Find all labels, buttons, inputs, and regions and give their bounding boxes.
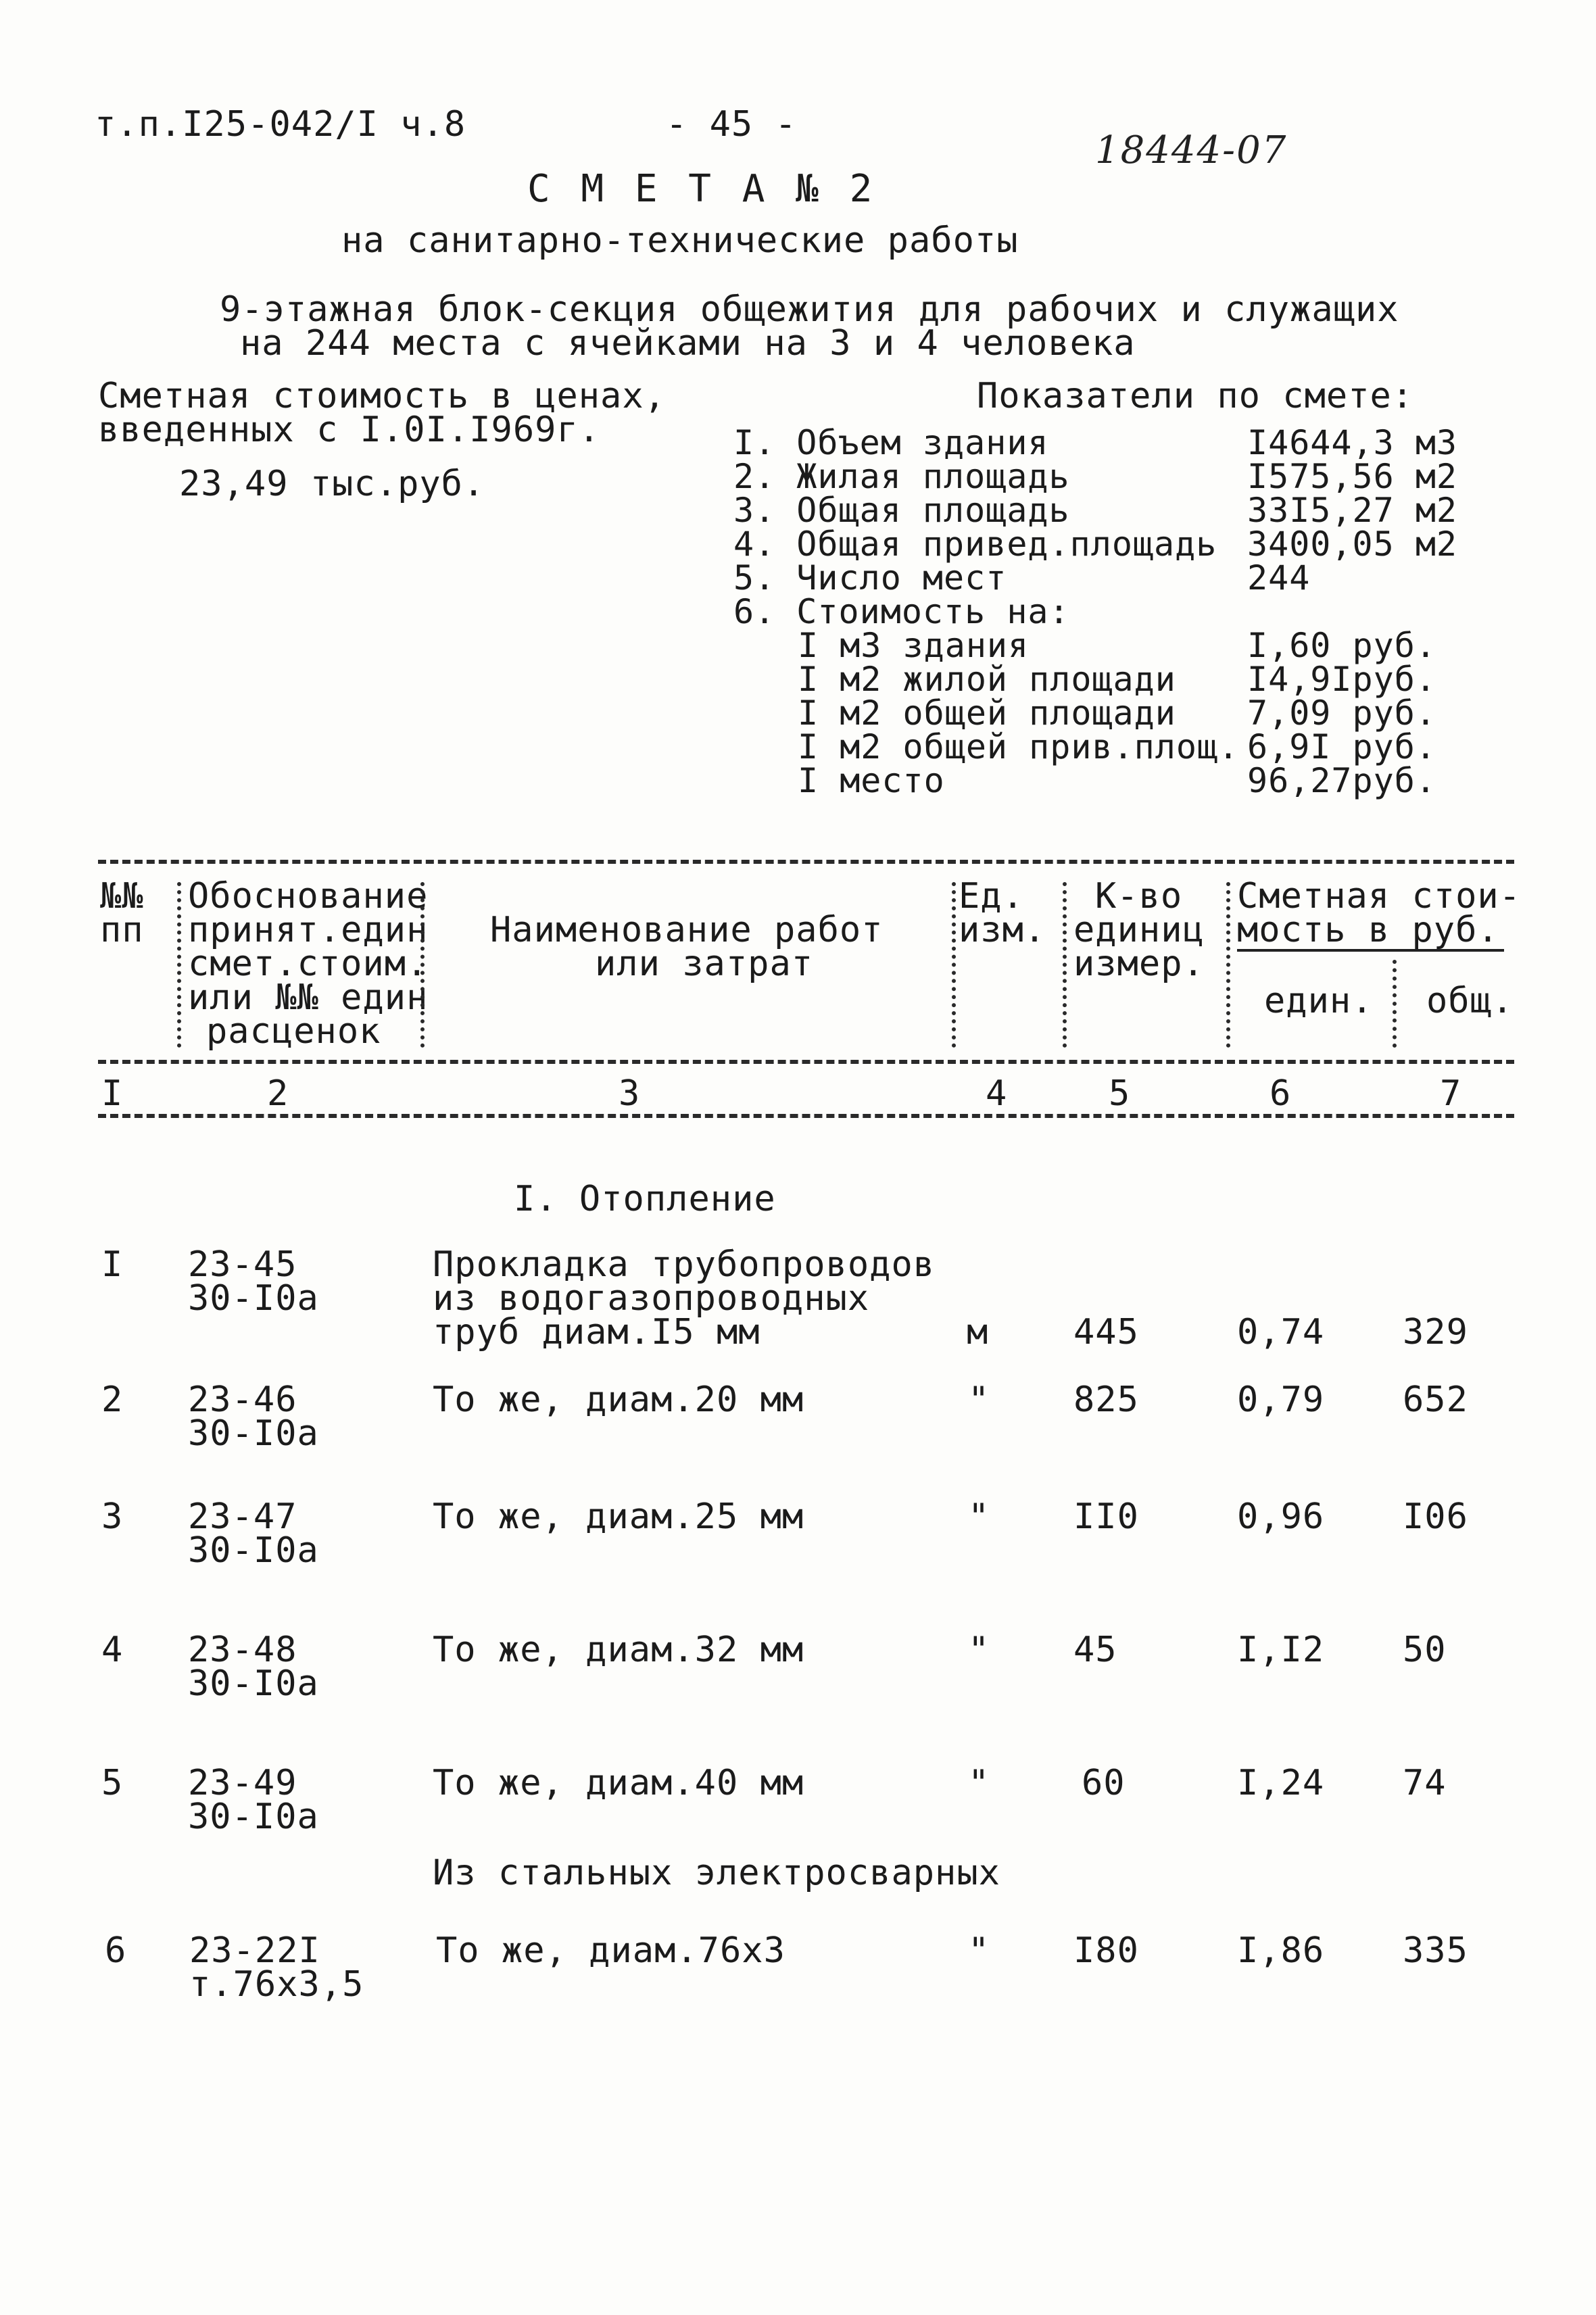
col5-header: К-во (1095, 876, 1183, 917)
row-code: 30-I0a (188, 1797, 319, 1837)
row-name: То же, диам.32 мм (433, 1630, 804, 1670)
row-name: То же, диам.76х3 (436, 1930, 785, 1971)
row-code: 23-22I (189, 1930, 320, 1971)
cost-value: 23,49 тыс.руб. (179, 464, 485, 504)
row-unit: м (967, 1312, 989, 1353)
row-qty: II0 (1073, 1496, 1139, 1537)
indicator-label: I место (798, 761, 945, 800)
row-price: I,I2 (1237, 1630, 1325, 1670)
row-price: I,86 (1237, 1930, 1325, 1971)
row-unit: " (968, 1930, 990, 1971)
header-bottom-rule (98, 1114, 1514, 1118)
col3-header: или затрат (595, 944, 814, 984)
col4-header: Ед. (959, 876, 1024, 917)
page-number: - 45 - (666, 104, 797, 145)
row-total: 335 (1403, 1930, 1468, 1971)
cost-label-line2: введенных с I.0I.I969г. (98, 410, 601, 450)
col3-header: Наименование работ (490, 910, 884, 950)
indicator-label: 2. Жилая площадь (733, 457, 1070, 496)
row-total: 50 (1403, 1630, 1447, 1670)
document-subtitle: на санитарно-технические работы (341, 220, 1019, 261)
indicator-label: I. Объем здания (733, 423, 1049, 462)
indicator-label: I м2 общей площади (798, 693, 1176, 733)
col1-header: пп (100, 910, 144, 950)
header-mid-rule (98, 1060, 1514, 1064)
col2-header: Обоснование (188, 876, 429, 917)
row-number: 4 (101, 1630, 124, 1670)
row-code: 23-46 (188, 1380, 297, 1420)
object-line-1: 9-этажная блок-секция общежития для рабочих и служащих (220, 289, 1399, 330)
indicator-label: 5. Число мест (733, 558, 1007, 598)
indicator-label: 4. Общая привед.площадь (733, 525, 1217, 564)
indicator-label: I м3 здания (798, 626, 1030, 665)
col-separator (177, 882, 181, 1048)
column-number: 2 (267, 1073, 289, 1114)
col5-header: единиц (1073, 910, 1205, 950)
indicators-heading: Показатели по смете: (977, 376, 1414, 416)
row-name: То же, диам.20 мм (433, 1380, 804, 1420)
handwritten-number: 18444-07 (1095, 128, 1288, 172)
row-number: I (101, 1244, 124, 1285)
cost-label-line1: Сметная стоимость в ценах, (98, 376, 666, 416)
column-number: 4 (986, 1073, 1008, 1114)
row-qty: 60 (1082, 1763, 1126, 1803)
row-number: 6 (105, 1930, 127, 1971)
row-price: 0,96 (1237, 1496, 1325, 1537)
column-number: 6 (1269, 1073, 1292, 1114)
row-code: т.76х3,5 (189, 1964, 364, 2005)
col1-header: №№ (100, 876, 144, 917)
col67-header: мость в руб. (1237, 910, 1499, 950)
col7-header: общ. (1426, 981, 1514, 1021)
col67-underline (1237, 949, 1504, 952)
col67-header: Сметная стои- (1237, 876, 1521, 917)
col-separator (952, 882, 956, 1048)
indicator-value: I,60 руб. (1247, 626, 1436, 665)
col-separator (1226, 882, 1230, 1048)
row-total: I06 (1403, 1496, 1468, 1537)
row-qty: I80 (1073, 1930, 1139, 1971)
col2-header: расценок (206, 1011, 381, 1052)
row-name: Прокладка трубопроводов (433, 1244, 936, 1285)
document-title: С М Е Т А № 2 (527, 167, 877, 211)
column-number: I (101, 1073, 124, 1114)
col2-header: смет.стоим. (188, 944, 429, 984)
row-code: 30-I0a (188, 1278, 319, 1319)
indicator-value: 244 (1247, 558, 1311, 598)
row-number: 3 (101, 1496, 124, 1537)
indicator-label: 3. Общая площадь (733, 491, 1070, 530)
col6-header: един. (1264, 981, 1374, 1021)
row-code: 23-49 (188, 1763, 297, 1803)
col2-header: или №№ един (188, 977, 429, 1018)
column-number: 3 (619, 1073, 641, 1114)
col-separator (1393, 960, 1397, 1048)
col-separator (1063, 882, 1067, 1048)
indicator-value: I4,9Iруб. (1247, 660, 1436, 699)
object-line-2: на 244 места с ячейками на 3 и 4 человека (240, 323, 1136, 364)
row-code: 23-48 (188, 1630, 297, 1670)
row-code: 23-45 (188, 1244, 297, 1285)
row-qty: 445 (1073, 1312, 1139, 1353)
row-number: 2 (101, 1380, 124, 1420)
document-code: т.п.I25-042/I ч.8 (95, 104, 466, 145)
row-unit: " (968, 1380, 990, 1420)
column-number: 5 (1109, 1073, 1131, 1114)
col5-header: измер. (1073, 944, 1205, 984)
row-total: 652 (1403, 1380, 1468, 1420)
indicator-value: 33I5,27 м2 (1247, 491, 1458, 530)
row-total: 329 (1403, 1312, 1468, 1353)
col-separator (420, 882, 425, 1048)
row-qty: 825 (1073, 1380, 1139, 1420)
indicator-label: I м2 общей прив.площ. (798, 727, 1240, 766)
header-top-rule (98, 860, 1514, 864)
row-total: 74 (1403, 1763, 1447, 1803)
indicator-value: I575,56 м2 (1247, 457, 1458, 496)
row-name: То же, диам.25 мм (433, 1496, 804, 1537)
row-price: 0,74 (1237, 1312, 1325, 1353)
row-name: из водогазопроводных (433, 1278, 870, 1319)
row-code: 23-47 (188, 1496, 297, 1537)
indicator-value: 3400,05 м2 (1247, 525, 1458, 564)
indicator-value: 96,27руб. (1247, 761, 1436, 800)
row-name: труб диам.I5 мм (433, 1312, 760, 1353)
section-title: I. Отопление (514, 1179, 776, 1219)
row-price: 0,79 (1237, 1380, 1325, 1420)
row-number: 5 (101, 1763, 124, 1803)
row-code: 30-I0a (188, 1663, 319, 1704)
indicator-label: 6. Стоимость на: (733, 592, 1070, 631)
row-code: 30-I0a (188, 1413, 319, 1454)
col4-header: изм. (959, 910, 1046, 950)
row-unit: " (968, 1630, 990, 1670)
column-number: 7 (1440, 1073, 1462, 1114)
indicator-value: I4644,3 м3 (1247, 423, 1458, 462)
row-qty: 45 (1073, 1630, 1117, 1670)
material-subheading: Из стальных электросварных (433, 1853, 1000, 1893)
row-price: I,24 (1237, 1763, 1325, 1803)
row-unit: " (968, 1496, 990, 1537)
row-unit: " (968, 1763, 990, 1803)
row-name: То же, диам.40 мм (433, 1763, 804, 1803)
col2-header: принят.един (188, 910, 429, 950)
indicator-value: 7,09 руб. (1247, 693, 1436, 733)
row-code: 30-I0a (188, 1530, 319, 1571)
indicator-label: I м2 жилой площади (798, 660, 1176, 699)
indicator-value: 6,9I руб. (1247, 727, 1436, 766)
